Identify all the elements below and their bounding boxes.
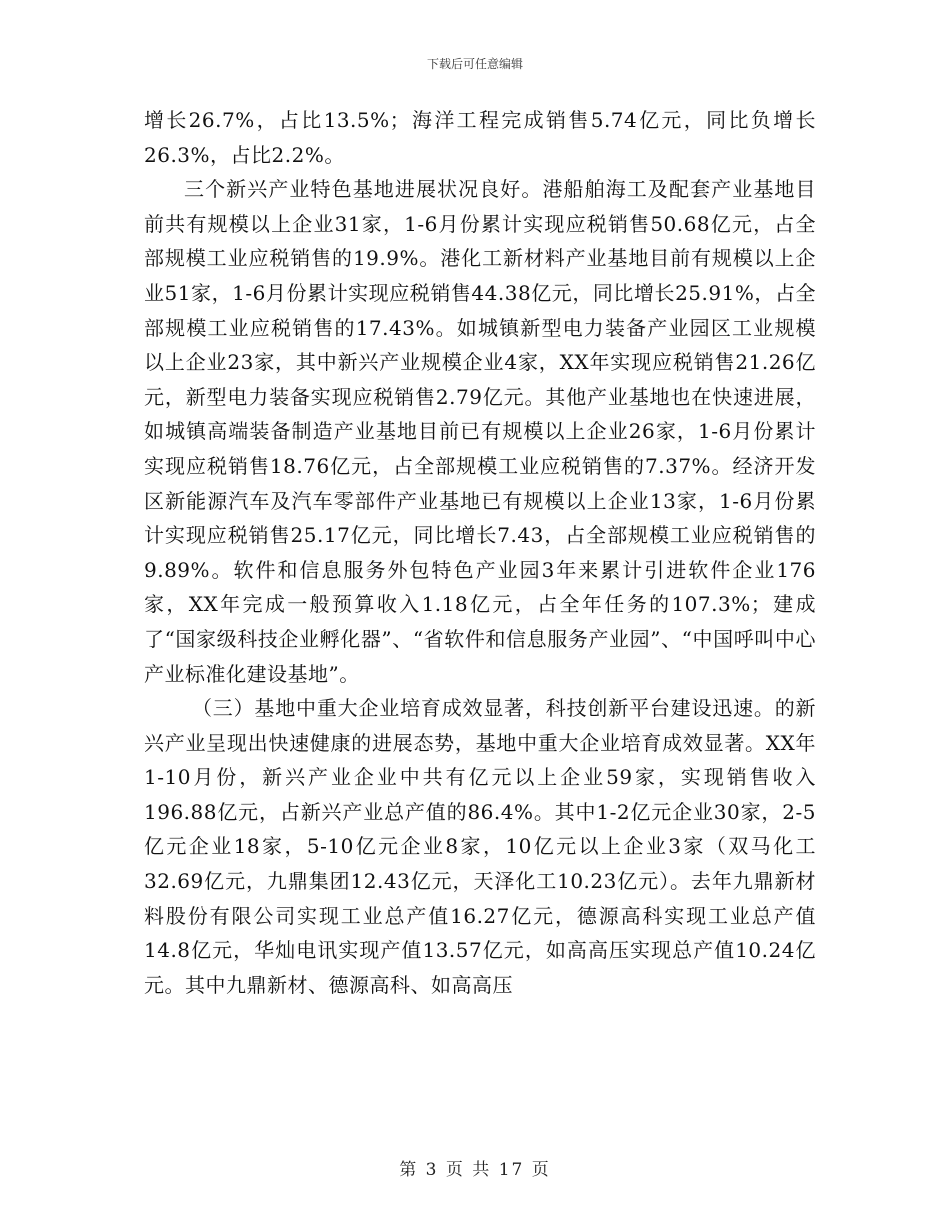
page-header-note: 下载后可任意编辑 xyxy=(426,57,523,71)
paragraph-continuation: 增长26.7%，占比13.5%；海洋工程完成销售5.74亿元，同比负增长26.3%，占比2.2%。 xyxy=(144,108,816,167)
document-body xyxy=(144,103,816,1002)
paragraph-section-three: （三）基地中重大企业培育成效显著，科技创新平台建设迅速。的新兴产业呈现出快速健康的进展态势，基地中重大企业培育成效显著。XX年1-10月份，新兴产业企业中共有亿元以上企业59家，实现销售收入196.88亿元，占新兴产业总产值的86.4%。其中1-2亿元企业30家，2-5亿元企业18家，5-10亿元企业8家，10亿元以上企业3家（双马化工32.69亿元，九鼎集团12.43亿元，天泽化工10.23亿元）。去年九鼎新材料股份有限公司实现工业总产值16.27亿元，德源高科实现工业总产值14.8亿元，华灿电讯实现产值13.57亿元，如高高压实现总产值10.24亿元。其中九鼎新材、德源高科、如高高压 xyxy=(144,696,816,997)
paragraph-emerging-industry-bases: 三个新兴产业特色基地进展状况良好。港船舶海工及配套产业基地目前共有规模以上企业31家，1-6月份累计实现应税销售50.68亿元，占全部规模工业应税销售的19.9%。港化工新材料产业基地目前有规模以上企业51家，1-6月份累计实现应税销售44.38亿元，同比增长25.91%，占全部规模工业应税销售的17.43%。如城镇新型电力装备产业园区工业规模以上企业23家，其中新兴产业规模企业4家，XX年实现应税销售21.26亿元，新型电力装备实现应税销售2.79亿元。其他产业基地也在快速进展，如城镇高端装备制造产业基地目前已有规模以上企业26家，1-6月份累计实现应税销售18.76亿元，占全部规模工业应税销售的7.37%。经济开发区新能源汽车及汽车零部件产业基地已有规模以上企业13家，1-6月份累计实现应税销售25.17亿元，同比增长7.43，占全部规模工业应税销售的9.89%。软件和信息服务外包特色产业园3年来累计引进软件企业176家，XX年完成一般预算收入1.18亿元，占全年任务的107.3%；建成了“国家级科技企业孵化器”、“省软件和信息服务产业园”、“中国呼叫中心产业标准化建设基地”。 xyxy=(144,177,816,686)
page-number-footer: 第 3 页 共 17 页 xyxy=(399,1160,551,1180)
